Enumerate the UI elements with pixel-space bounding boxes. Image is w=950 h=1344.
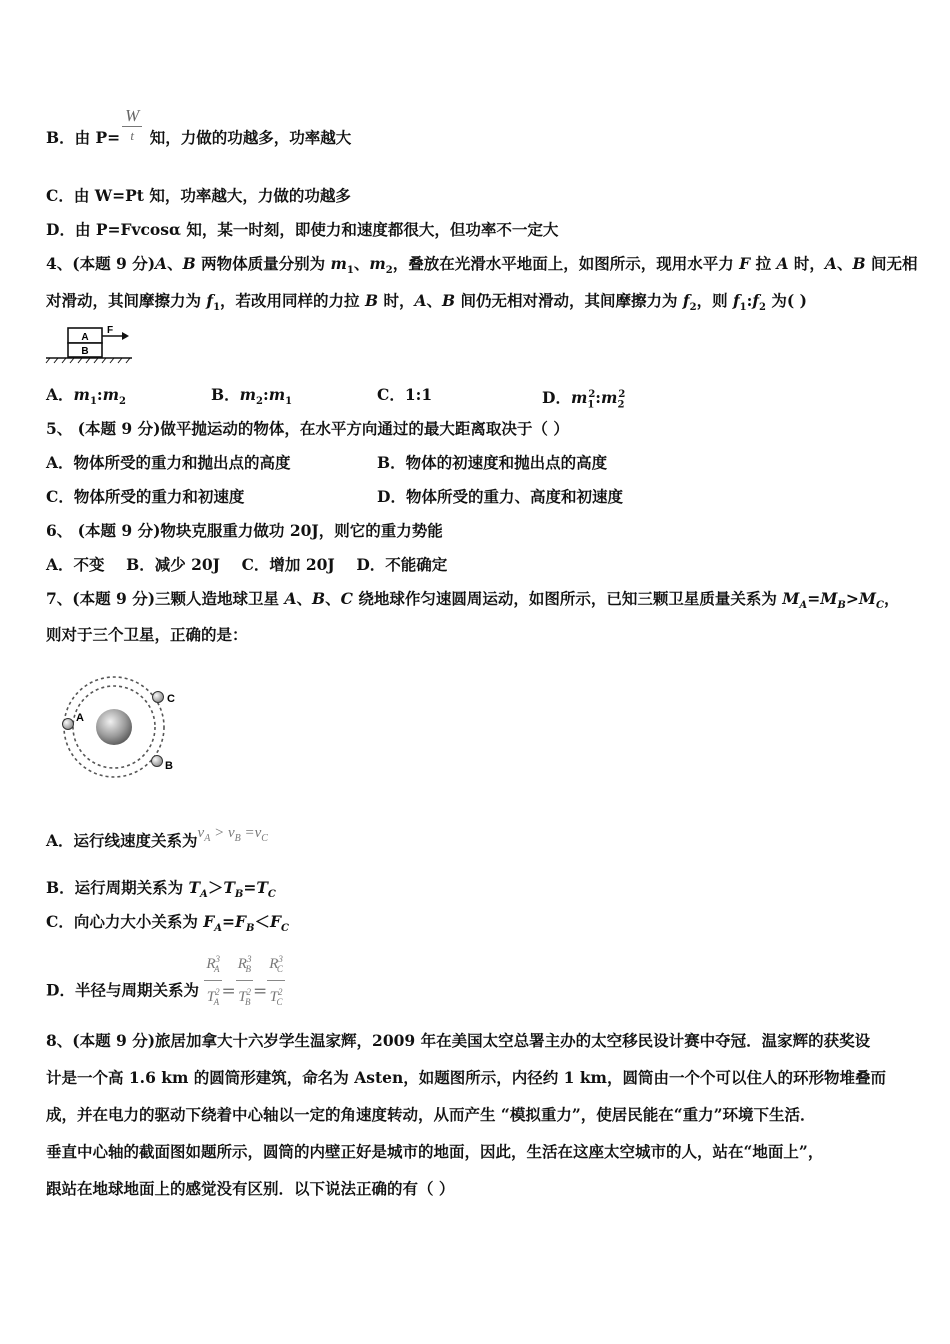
stacked-blocks-figure (44, 325, 134, 365)
power-fraction (122, 106, 142, 145)
q7-option-c: C．向心力大小关系为 $F_A=F_B<F_C$ (46, 912, 289, 935)
q4-option-c: C．1:1 (377, 385, 433, 404)
satellite-a (63, 719, 74, 730)
q7-option-a: A．运行线速度关系为$v_A > v_B =v_C$ (46, 825, 268, 850)
kepler-fraction-a: $\frac{R^3_A}{T^2_A}$ (204, 948, 221, 1013)
q7-stem-line1: 7、(本题 9 分)三颗人造地球卫星 A、B、C 绕地球作匀速圆周运动，如图所示，已知三颗卫星质量关系为 $M_A=M_B>M_C$， (46, 589, 900, 612)
q5-option-a: A．物体所受的重力和抛出点的高度 (46, 453, 291, 472)
satellite-b (152, 756, 163, 767)
q7-option-b: B．运行周期关系为 $T_A>T_B=T_C$ (46, 878, 276, 901)
q4-option-b: B．$m_2:m_1$ (211, 385, 293, 408)
q8-line3: 成，并在电力的驱动下绕着中心轴以一定的角速度转动，从而产生 “模拟重力”，使居民能在“重力”环境下生活． (46, 1105, 816, 1124)
q6-stem: 6、 (本题 9 分)物块克服重力做功 20J，则它的重力势能 (46, 521, 443, 540)
q7-option-d: D．半径与周期关系为 $\frac{R^3_A}{T^2_A}$ = $\frac{R^3_B}{T^2_B}$ = $\frac{R^3_C}{T^2_C}$ (46, 970, 285, 1013)
fraction-denominator: t (130, 127, 135, 143)
q5-stem: 5、 (本题 9 分)做平抛运动的物体，在水平方向通过的最大距离取决于（ ） (46, 419, 569, 438)
q8-line4: 垂直中心轴的截面图如题所示，圆筒的内壁正好是城市的地面，因此，生活在这座太空城市的人，站在“地面上”， (46, 1142, 824, 1161)
q3-option-d: D．由 P=Fvcosα 知，某一时刻，即使力和速度都很大，但功率不一定大 (46, 220, 559, 239)
q6-options: A．不变 B．减少 20J C．增加 20J D．不能确定 (46, 555, 448, 574)
q3-option-b-prefix: B．由 P= (46, 128, 121, 147)
force-label: F (107, 325, 114, 336)
q4-option-a: A．$m_1:m_2$ (46, 385, 127, 408)
q3-option-c: C．由 W=Pt 知，功率越大，力做的功越多 (46, 186, 351, 205)
q5-option-d: D．物体所受的重力、高度和初速度 (377, 487, 623, 506)
satellite-c (153, 692, 164, 703)
q4-option-d: D．$m_1^2:m_2^2$ (542, 388, 626, 411)
q8-line2: 计是一个高 1.6 km 的圆筒形建筑，命名为 Asten，如题图所示，内径约 1 km，圆筒由一个个可以住人的环形物堆叠而 (46, 1068, 886, 1087)
kepler-fraction-c: $\frac{R^3_C}{T^2_C}$ (267, 948, 285, 1013)
q4-stem-line2: 对滑动，其间摩擦力为 $f_1$，若改用同样的力拉 B 时，A、B 间仍无相对滑动，其间摩擦力为 $f_2$，则 $f_1:f_2$ 为( ) (46, 291, 807, 314)
velocity-relation: $v_A > v_B =v_C$ (197, 825, 268, 844)
block-a-label: A (81, 332, 89, 343)
kepler-fraction-b: $\frac{R^3_B}{T^2_B}$ (236, 948, 253, 1013)
q4-stem-line1: 4、(本题 9 分)A、B 两物体质量分别为 $m_1$、$m_2$，叠放在光滑水平地面上，如图所示，现用水平力 F 拉 A 时，A、B 间无相 (46, 254, 918, 277)
earth (96, 709, 132, 745)
fraction-numerator: W (122, 106, 142, 127)
q8-line5: 跟站在地球地面上的感觉没有区别．以下说法正确的有（ ） (46, 1179, 455, 1198)
q3-option-b (46, 105, 352, 149)
q5-option-c: C．物体所受的重力和初速度 (46, 487, 245, 506)
satellite-orbit-figure (48, 668, 188, 788)
block-b-label: B (81, 346, 89, 357)
force-arrowhead (122, 332, 129, 340)
satellite-b-label: B (165, 760, 173, 772)
q3-option-b-suffix: 知，力做的功越多，功率越大 (144, 128, 352, 147)
q7-stem-line2: 则对于三个卫星，正确的是： (46, 625, 248, 644)
q8-line1: 8、(本题 9 分)旅居加拿大十六岁学生温家辉，2009 年在美国太空总署主办的太空移民设计赛中夺冠．温家辉的获奖设 (46, 1031, 871, 1050)
satellite-a-label: A (76, 712, 84, 724)
q5-option-b: B．物体的初速度和抛出点的高度 (377, 453, 608, 472)
satellite-c-label: C (167, 693, 175, 705)
